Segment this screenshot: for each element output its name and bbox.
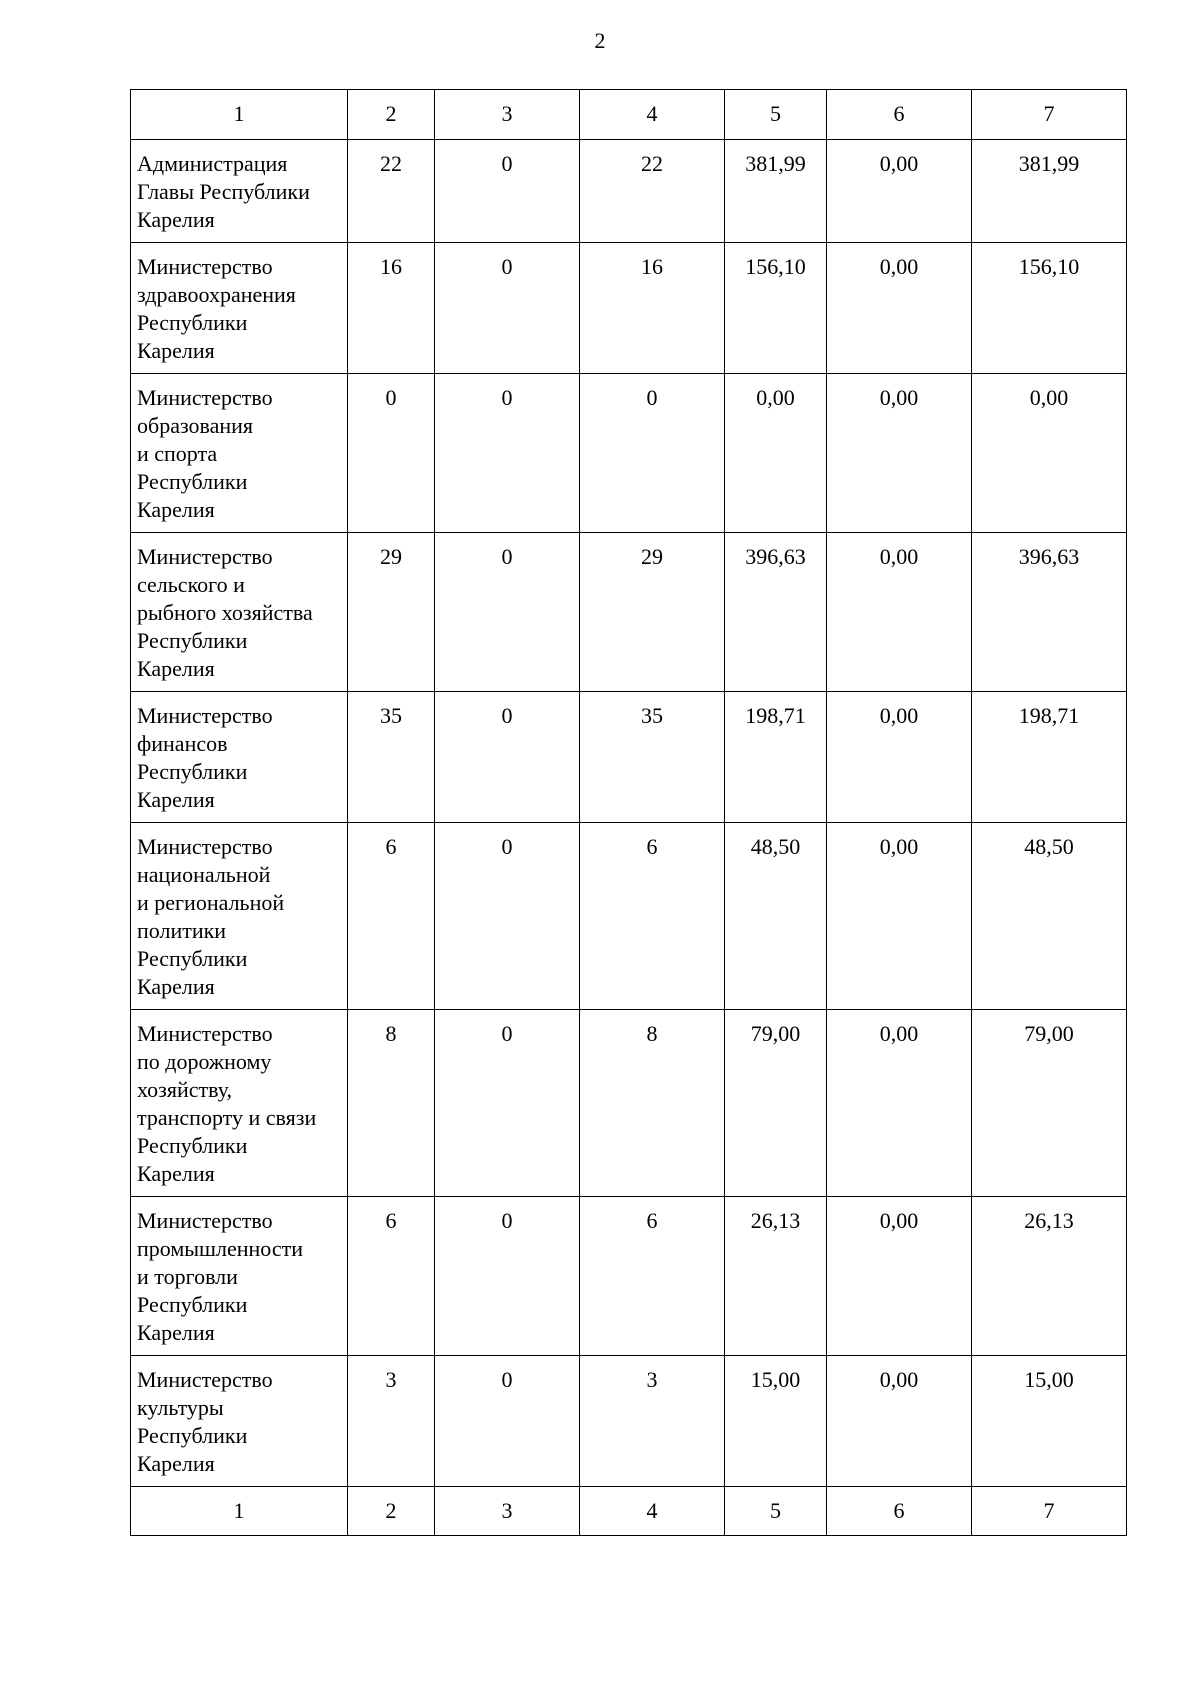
- value-cell-col-4: 35: [580, 692, 725, 823]
- value-cell-col-7: 396,63: [972, 533, 1127, 692]
- value-cell-col-5: 198,71: [725, 692, 827, 823]
- organization-name-line: Карелия: [137, 1451, 215, 1476]
- column-number-cell: 7: [972, 90, 1127, 140]
- column-number-header-row: [131, 90, 1127, 140]
- value-cell-col-6: 0,00: [827, 533, 972, 692]
- organization-name-line: Министерство: [137, 834, 273, 859]
- value-cell-col-5: 156,10: [725, 243, 827, 374]
- organization-name-line: Республики: [137, 1292, 248, 1317]
- organization-name-line: промышленности: [137, 1236, 303, 1261]
- organization-name-line: Министерство: [137, 703, 273, 728]
- value-cell-col-3: 0: [435, 374, 580, 533]
- value-cell-col-4: 3: [580, 1356, 725, 1487]
- value-cell-col-3: 0: [435, 692, 580, 823]
- organization-name-line: образования: [137, 413, 254, 438]
- value-cell-col-5: 396,63: [725, 533, 827, 692]
- column-number-cell: 1: [131, 90, 348, 140]
- value-cell-col-2: 3: [348, 1356, 435, 1487]
- value-cell-col-4: 6: [580, 1197, 725, 1356]
- value-cell-col-5: 15,00: [725, 1356, 827, 1487]
- value-cell-col-2: 6: [348, 823, 435, 1010]
- table-row: [131, 243, 1127, 374]
- column-number-cell: 7: [972, 1487, 1127, 1536]
- organization-name-line: Республики: [137, 946, 248, 971]
- organization-name-line: Карелия: [137, 974, 215, 999]
- value-cell-col-3: 0: [435, 1356, 580, 1487]
- value-cell-col-5: 381,99: [725, 140, 827, 243]
- value-cell-col-3: 0: [435, 533, 580, 692]
- column-number-cell: 1: [131, 1487, 348, 1536]
- organization-name-line: культуры: [137, 1395, 224, 1420]
- value-cell-col-4: 29: [580, 533, 725, 692]
- organization-name-cell: [131, 140, 348, 243]
- organization-name-line: и торговли: [137, 1264, 238, 1289]
- value-cell-col-3: 0: [435, 1197, 580, 1356]
- value-cell-col-2: 16: [348, 243, 435, 374]
- value-cell-col-6: 0,00: [827, 1356, 972, 1487]
- organization-name-cell: [131, 692, 348, 823]
- value-cell-col-7: 198,71: [972, 692, 1127, 823]
- organization-name-line: политики: [137, 918, 227, 943]
- value-cell-col-3: 0: [435, 823, 580, 1010]
- organization-name-line: и региональной: [137, 890, 285, 915]
- value-cell-col-7: 48,50: [972, 823, 1127, 1010]
- value-cell-col-5: 79,00: [725, 1010, 827, 1197]
- value-cell-col-7: 0,00: [972, 374, 1127, 533]
- value-cell-col-2: 0: [348, 374, 435, 533]
- organization-name-cell: [131, 1356, 348, 1487]
- column-number-cell: 6: [827, 1487, 972, 1536]
- value-cell-col-5: 48,50: [725, 823, 827, 1010]
- value-cell-col-7: 79,00: [972, 1010, 1127, 1197]
- value-cell-col-4: 6: [580, 823, 725, 1010]
- organization-name-line: финансов: [137, 731, 228, 756]
- data-table: [130, 89, 1127, 1536]
- organization-name-line: хозяйству,: [137, 1077, 233, 1102]
- table-row: [131, 1197, 1127, 1356]
- table-row: [131, 1010, 1127, 1197]
- table-row: [131, 533, 1127, 692]
- value-cell-col-5: 0,00: [725, 374, 827, 533]
- value-cell-col-5: 26,13: [725, 1197, 827, 1356]
- value-cell-col-2: 29: [348, 533, 435, 692]
- organization-name-line: здравоохранения: [137, 282, 296, 307]
- organization-name-line: Министерство: [137, 1208, 273, 1233]
- organization-name-line: Республики: [137, 310, 248, 335]
- organization-name-line: Карелия: [137, 656, 215, 681]
- organization-name-line: транспорту и связи: [137, 1105, 317, 1130]
- column-number-cell: 2: [348, 90, 435, 140]
- organization-name-line: Карелия: [137, 1161, 215, 1186]
- organization-name-line: Республики: [137, 469, 248, 494]
- organization-name-line: и спорта: [137, 441, 218, 466]
- organization-name-line: Карелия: [137, 1320, 215, 1345]
- value-cell-col-6: 0,00: [827, 243, 972, 374]
- column-number-cell: 3: [435, 1487, 580, 1536]
- value-cell-col-6: 0,00: [827, 823, 972, 1010]
- organization-name-cell: [131, 243, 348, 374]
- table-body: [131, 90, 1127, 1536]
- organization-name-line: Республики: [137, 1423, 248, 1448]
- organization-name-cell: [131, 823, 348, 1010]
- value-cell-col-7: 26,13: [972, 1197, 1127, 1356]
- table-row: [131, 374, 1127, 533]
- column-number-cell: 4: [580, 90, 725, 140]
- value-cell-col-3: 0: [435, 1010, 580, 1197]
- value-cell-col-2: 22: [348, 140, 435, 243]
- value-cell-col-4: 8: [580, 1010, 725, 1197]
- value-cell-col-2: 35: [348, 692, 435, 823]
- organization-name-line: Министерство: [137, 1367, 273, 1392]
- column-number-cell: 3: [435, 90, 580, 140]
- organization-name-line: Министерство: [137, 1021, 273, 1046]
- value-cell-col-6: 0,00: [827, 374, 972, 533]
- value-cell-col-7: 381,99: [972, 140, 1127, 243]
- value-cell-col-6: 0,00: [827, 692, 972, 823]
- organization-name-line: Карелия: [137, 787, 215, 812]
- table-row: [131, 1356, 1127, 1487]
- value-cell-col-4: 22: [580, 140, 725, 243]
- organization-name-line: Министерство: [137, 544, 273, 569]
- organization-name-line: Карелия: [137, 497, 215, 522]
- organization-name-line: Министерство: [137, 385, 273, 410]
- page-number: 2: [594, 28, 606, 53]
- value-cell-col-6: 0,00: [827, 1010, 972, 1197]
- organization-name-line: Республики: [137, 628, 248, 653]
- value-cell-col-2: 8: [348, 1010, 435, 1197]
- organization-name-line: рыбного хозяйства: [137, 600, 313, 625]
- table-row: [131, 140, 1127, 243]
- organization-name-line: Республики: [137, 759, 248, 784]
- column-number-cell: 2: [348, 1487, 435, 1536]
- value-cell-col-7: 156,10: [972, 243, 1127, 374]
- organization-name-cell: [131, 374, 348, 533]
- organization-name-line: Министерство: [137, 254, 273, 279]
- value-cell-col-6: 0,00: [827, 1197, 972, 1356]
- value-cell-col-7: 15,00: [972, 1356, 1127, 1487]
- column-number-cell: 5: [725, 1487, 827, 1536]
- column-number-footer-row: [131, 1487, 1127, 1536]
- organization-name-cell: [131, 1197, 348, 1356]
- value-cell-col-3: 0: [435, 243, 580, 374]
- table-row: [131, 692, 1127, 823]
- organization-name-line: национальной: [137, 862, 271, 887]
- organization-name-line: Администрация: [137, 151, 288, 176]
- value-cell-col-3: 0: [435, 140, 580, 243]
- organization-name-line: Карелия: [137, 338, 215, 363]
- column-number-cell: 6: [827, 90, 972, 140]
- organization-name-cell: [131, 1010, 348, 1197]
- value-cell-col-4: 16: [580, 243, 725, 374]
- organization-name-cell: [131, 533, 348, 692]
- value-cell-col-6: 0,00: [827, 140, 972, 243]
- organization-name-line: Главы Республики: [137, 179, 310, 204]
- column-number-cell: 4: [580, 1487, 725, 1536]
- table-row: [131, 823, 1127, 1010]
- column-number-cell: 5: [725, 90, 827, 140]
- organization-name-line: Республики: [137, 1133, 248, 1158]
- value-cell-col-4: 0: [580, 374, 725, 533]
- value-cell-col-2: 6: [348, 1197, 435, 1356]
- organization-name-line: Карелия: [137, 207, 215, 232]
- organization-name-line: по дорожному: [137, 1049, 272, 1074]
- organization-name-line: сельского и: [137, 572, 245, 597]
